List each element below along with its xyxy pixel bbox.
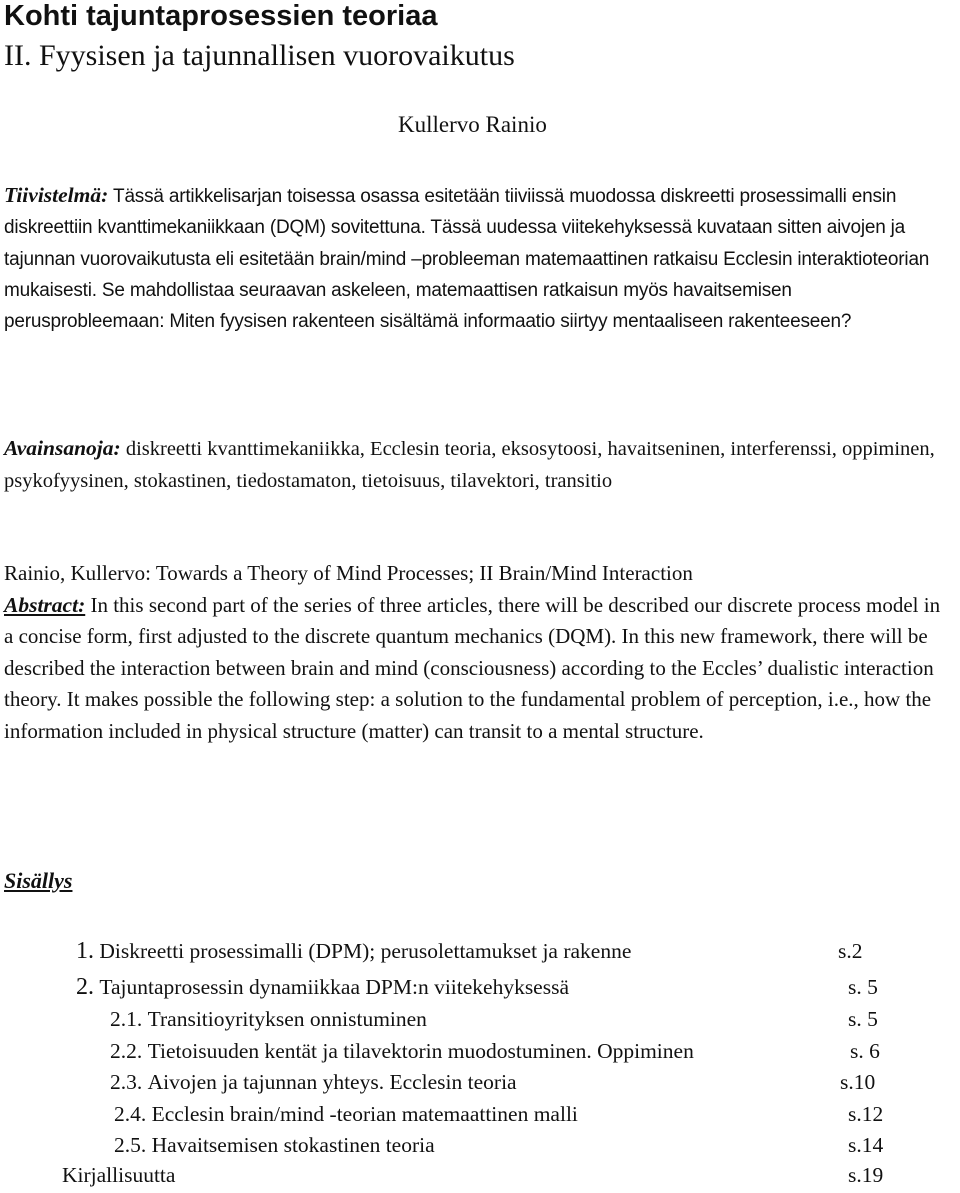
toc-entry-title: Diskreetti prosessimalli (DPM); perusolettamukset ja rakenne: [99, 939, 632, 963]
keywords-label: Avainsanoja:: [4, 436, 121, 460]
toc-entry-page: s.19: [848, 1163, 884, 1187]
english-reference: Rainio, Kullervo: Towards a Theory of Mind Processes; II Brain/Mind Interaction: [4, 561, 693, 585]
toc-entry-number: 2.: [76, 974, 94, 1000]
toc-entry: [114, 1130, 435, 1160]
keywords-paragraph: [4, 433, 949, 497]
document-subtitle: II. Fyysisen ja tajunnallisen vuorovaikutus: [4, 39, 515, 72]
toc-entry-page: s.14: [848, 1133, 884, 1157]
toc-entry: [76, 972, 569, 1002]
toc-entry-title: Kirjallisuutta: [62, 1163, 176, 1187]
toc-entry-title: Tajuntaprosessin dynamiikkaa DPM:n viitekehyksessä: [99, 975, 570, 999]
toc-entry-number: 2.2.: [110, 1039, 143, 1063]
toc-entry-number: 2.3.: [110, 1070, 143, 1094]
summary-label: Tiivistelmä:: [4, 183, 109, 207]
document-title: Kohti tajuntaprosessien teoriaa: [4, 0, 438, 32]
summary-paragraph: [4, 180, 949, 337]
toc-entry: [62, 1160, 175, 1190]
toc-entry: [76, 936, 631, 966]
toc-entry-page: s.2: [838, 939, 863, 963]
toc-entry-title: Ecclesin brain/mind -teorian matemaattinen malli: [151, 1102, 578, 1126]
toc-entry: [114, 1099, 578, 1129]
toc-heading: Sisällys: [4, 868, 73, 893]
toc-entry-number: 2.4.: [114, 1102, 147, 1126]
toc-entry-title: Transitioyrityksen onnistuminen: [147, 1007, 427, 1031]
toc-entry-page: s. 6: [850, 1039, 880, 1063]
abstract-paragraph: [4, 558, 949, 747]
toc-entry-title: Havaitsemisen stokastinen teoria: [151, 1133, 435, 1157]
toc-entry-number: 2.5.: [114, 1133, 147, 1157]
toc-entry-title: Aivojen ja tajunnan yhteys. Ecclesin teoria: [147, 1070, 517, 1094]
toc-entry: [110, 1067, 517, 1097]
abstract-text: In this second part of the series of three articles, there will be described our discrete process model in a concise form, first adjusted to the discrete quantum mechanics (DQM). In this new framework, there will be described the interaction between brain and mind (consciousness) according to the Eccles’ dualistic interaction theory. It makes possible the following step: a solution to the fundamental problem of perception, i.e., how the information included in physical structure (matter) can transit to a mental structure.: [4, 592, 941, 743]
toc-entry-number: 2.1.: [110, 1007, 143, 1031]
keywords-text: diskreetti kvanttimekaniikka, Ecclesin teoria, eksosytoosi, havaitseninen, interferenssi, oppiminen, psykofyysinen, stokastinen, tiedostamaton, tietoisuus, tilavektori, transitio: [4, 438, 935, 492]
author-name: Kullervo Rainio: [398, 112, 547, 137]
toc-entry-page: s.10: [840, 1070, 876, 1094]
toc-entry-number: 1.: [76, 938, 94, 964]
toc-entry: [110, 1036, 694, 1066]
abstract-label: Abstract:: [4, 592, 86, 617]
toc-entry-page: s.12: [848, 1102, 884, 1126]
toc-entry-page: s. 5: [848, 975, 878, 999]
toc-entry: [110, 1004, 427, 1034]
toc-entry-page: s. 5: [848, 1007, 878, 1031]
toc-entry-title: Tietoisuuden kentät ja tilavektorin muodostuminen. Oppiminen: [147, 1039, 694, 1063]
summary-text: Tässä artikkelisarjan toisessa osassa esitetään tiiviissä muodossa diskreetti prosessimalli ensin diskreettiin kvanttimekaniikkaan (DQM) sovitettuna. Tässä uudessa viitekehyksessä kuvataan sitten aivojen ja tajunnan vuorovaikutusta eli esitetään brain/mind –probleeman matemaattinen ratkaisu Ecclesin interaktioteorian mukaisesti. Se mahdollistaa seuraavan askeleen, matemaattisen ratkaisun myös havaitsemisen perusprobleemaan: Miten fyysisen rakenteen sisältämä informaatio siirtyy mentaaliseen rakenteeseen?: [4, 186, 930, 333]
